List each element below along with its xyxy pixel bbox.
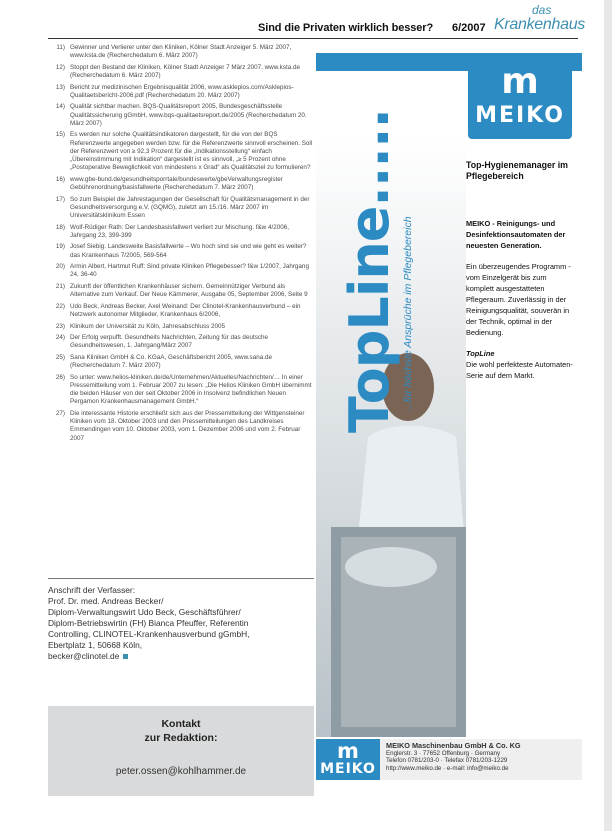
footer-address: Englerstr. 3 · 77652 Offenburg · Germany [386, 750, 501, 757]
author-heading: Anschrift der Verfasser: [48, 585, 136, 595]
reference-item: 26) So unter: www.helios-kliniken.de/de/Unternehmen/Aktuelles/Nachrichten/… In einer Pressemitteilung vom 1. Februar 2007 zu lesen: „Die Helios Kliniken GmbH übernimmt die beiden Häuser von der seit Oktober 2006 in Insolvenz befindlichen Neuen Pergamon Krankenhausmanagement GmbH.“ [55, 373, 312, 406]
author-email[interactable]: becker@clinotel.de [48, 651, 120, 661]
reference-item: 12) Stoppt den Bestand der Kliniken, Kölner Stadt Anzeiger 7 März 2007, www.ksta.de (Recherchedatum 6. März 2007) [55, 63, 300, 79]
reference-item: 18) Wolf-Rüdiger Rath: Der Landesbasisfallwert verliert zur Mischung. f&w 4/2006, Jahrgang 23, 399-399 [55, 223, 289, 239]
end-square-icon [123, 654, 128, 659]
ad-product [466, 348, 576, 381]
page-header [0, 0, 612, 42]
author-address [48, 585, 318, 662]
reference-item: 11) Gewinner und Verlierer unter den Kliniken, Kölner Stadt Anzeiger 5. März 2007, www.ksta.de (Recherchedatum 6. März 2007) [56, 44, 292, 60]
footer-contact [386, 741, 580, 772]
ad-footer [316, 739, 582, 780]
reference-item: 13) Bericht zur medizinischen Ergebnisqualität 2006, www.asklepios.com/Asklepios-Qualitaetsbericht-2006.pdf (Recherchedatum 20. März 2007) [55, 83, 294, 99]
meiko-logo-word: MEIKO [475, 103, 565, 128]
footer-company: MEIKO Maschinenbau GmbH & Co. KG [386, 741, 521, 750]
ad-body: Ein überzeugendes Programm - vom Einzelgerät bis zum komplett ausgestatteten Pflegeraum. Zuverlässig in der Reinigungsqualität, souverän in der Technik, optimal in der Bedienung. [466, 262, 571, 337]
ad-headline: Top-Hygienemanager im Pflegebereich [466, 160, 568, 181]
reference-item: 22) Udo Beck, Andreas Becker, Axel Weinand: Der Clinotel-Krankenhausverbund – ein Netzwerk autonomer Mitglieder, Krankenhaus 6/2006, [55, 302, 301, 318]
issue-number: 6/2007 [452, 22, 486, 34]
footer-phone: Telefon 0781/203-0 · Telefax 0781/203-1229 [386, 757, 508, 765]
journal-brand [494, 3, 585, 37]
reference-item: 19) Josef Siebig: Landesweite Basisfallwerte – Wo hoch sind sie und wie geht es weiter? das Krankenhaus 7/2005, 569-564 [55, 243, 307, 259]
contact-email[interactable]: peter.ossen@kohlhammer.de [115, 766, 247, 777]
editorial-contact-box [48, 706, 314, 796]
author-line: Ebertplatz 1, 50668 Köln, [48, 640, 143, 650]
reference-item: 15) Es werden nur solche Qualitätsindikatoren dargestellt, für die von der BQS Referenzwerte angegeben werden bzw. für die Referenzwerte sinnvoll erscheinen. Soll der Referenzwert von ≥ 92,3 Prozent für die „Indikationsstellung“ einfach „Übereinstimmung mit Indikation“ dargestellt ist es sinnvoll, „≥ 5 Prozent ohne „Postoperative Beweglichkeit von mindestens x Grad“ als Qualitätsziel zu formulieren? [55, 131, 313, 172]
brand-das: das [532, 3, 552, 17]
page-edge [604, 0, 612, 831]
ad-copy [466, 160, 576, 381]
header-rule [48, 38, 578, 39]
meiko-logo [468, 59, 572, 139]
reference-item: 24) Der Erfolg verpufft. Gesundheits Nachrichten, Zeitung für das deutsche Gesundheitswesen, 1. Jahrgang/März 2007 [55, 334, 268, 350]
topline-vertical-title [338, 109, 414, 433]
author-line: Diplom-Betriebswirtin (FH) Bianca Pfeuffer, Referentin [48, 618, 249, 628]
reference-item: 20) Armin Albert, Hartmut Ruff: Sind private Kliniken Pflegebesser? f&w 1/2007, Jahrgang 24, 36-40 [55, 263, 309, 279]
section-divider [48, 578, 314, 579]
topline-wordmark: TopLine..... [338, 109, 401, 433]
footer-logo-m: m [337, 739, 359, 763]
meiko-logo-m: m [501, 61, 539, 102]
contact-subheading: zur Redaktion: [144, 732, 218, 744]
reference-item: 17) So zum Beispiel die Jahrestagungen der Gesellschaft für Qualitätsmanagement in der Gesundheitsversorgung e.V. (GQMG), zuletzt am 15./16. März 2007 im Universitätsklinikum Essen [55, 195, 310, 219]
reference-item: 21) Zukunft der öffentlichen Krankenhäuser sichern. Gemeinnütziger Verbund als Alternative zum Verkauf. Der Neue Kämmerer, Ausgabe 05, September 2006, Seite 9 [55, 282, 308, 299]
ad-subhead: MEIKO - Reinigungs- und Desinfektionsautomaten der neuesten Generation. [466, 219, 566, 250]
reference-item: 14) Qualität sichtbar machen. BQS-Qualitätsreport 2005, Bundesgeschäftsstelle Qualitätssicherung gGmbH, www.bqs-qualitaetsreport.de/2005 (Recherchedatum 20. März 2007) [55, 103, 307, 127]
reference-item: 25) Sana Kliniken GmbH & Co. KGaA, Geschäftsbericht 2005, www.sana.de (Recherchedatum 7. März 2007) [55, 353, 272, 370]
contact-heading: Kontakt [161, 718, 201, 730]
meiko-advertisement [316, 53, 582, 780]
author-email-line [48, 651, 318, 662]
topline-tagline: ...für höchste Ansprüche im Pflegebereich [402, 216, 414, 411]
ad-product-desc: Die wohl perfekteste Automaten-Serie auf dem Markt. [466, 360, 573, 380]
footer-logo-word: MEIKO [320, 761, 376, 777]
author-line: Prof. Dr. med. Andreas Becker/ [48, 596, 164, 606]
running-title: Sind die Privaten wirklich besser? [258, 22, 434, 34]
footer-logo [316, 739, 380, 780]
reference-item: 16) www.gbe-bund.de/gesundheitsporrtale/bundeswerte/gbeVerwaltungsregister Gebührenordnung/basisfallwerte (Recherchedatum 7. März 2007) [55, 175, 283, 191]
author-line: Diplom-Verwaltungswirt Udo Beck, Geschäftsführer/ [48, 607, 241, 617]
author-line: Controlling, CLINOTEL-Krankenhausverbund gGmbH, [48, 629, 250, 639]
reference-list [48, 44, 314, 446]
reference-item: 27) Die interessante Historie erschließt sich aus der Pressemitteilung der Wittgensteiner Kliniken vom 18. Oktober 2003 und den Pressemitteilungen des Landkreises Emmendingen vom 10. Oktober 2003, vom 1. Dezember 2006 und vom 2. Februar 2007 [55, 409, 305, 442]
footer-web[interactable]: http://www.meiko.de · e-mail: info@meiko.de [386, 764, 509, 772]
ad-product-name: TopLine [466, 349, 495, 358]
brand-name: Krankenhaus [494, 16, 585, 33]
reference-item: 23) Klinikum der Universität zu Köln, Jahresabschluss 2005 [55, 322, 226, 330]
